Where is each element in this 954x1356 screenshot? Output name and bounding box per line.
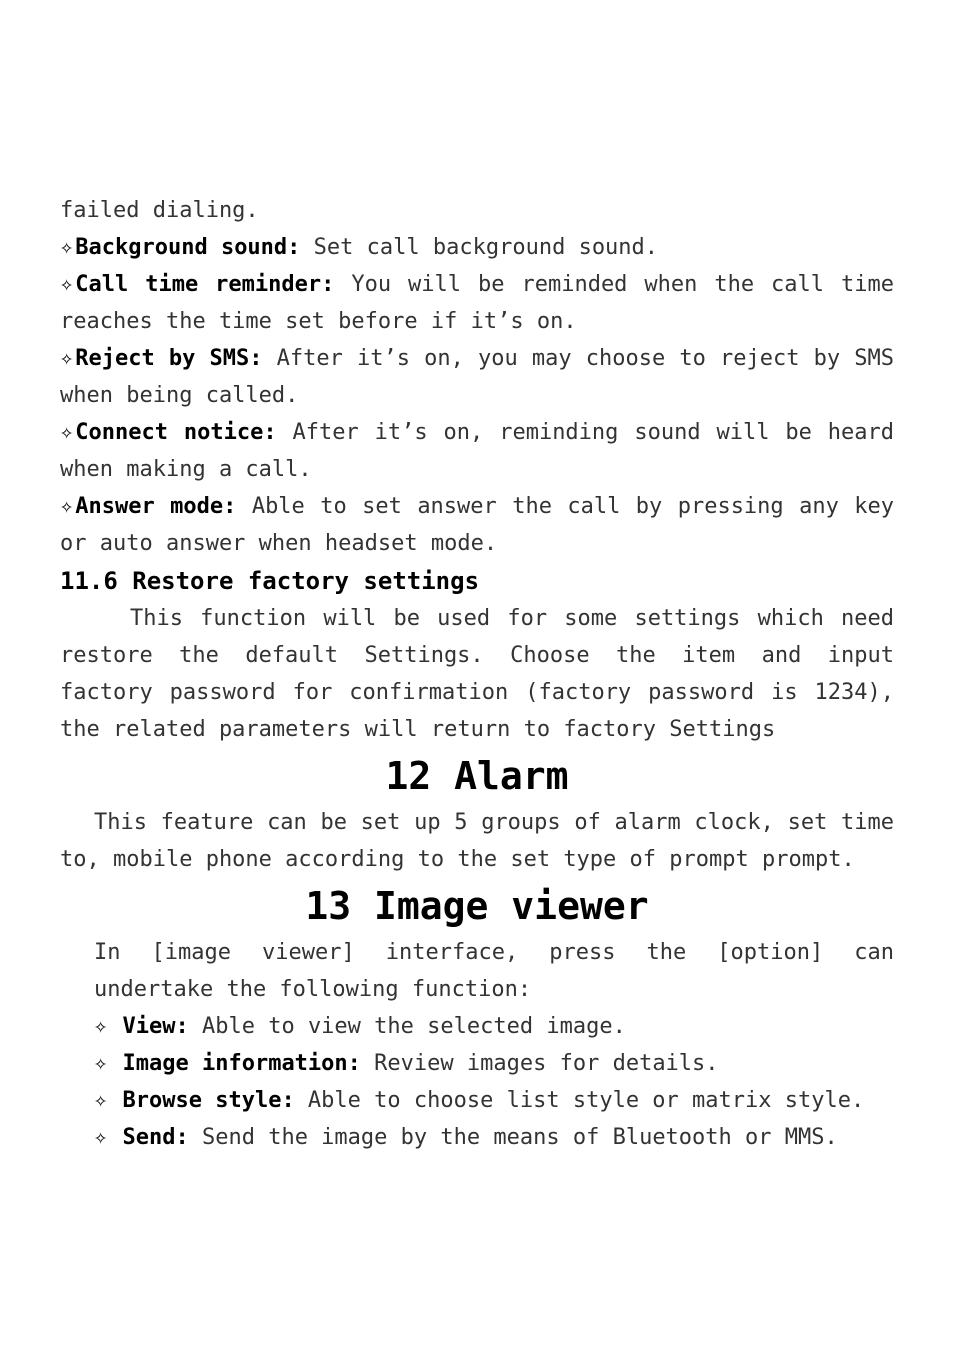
option-desc: Able to choose list style or matrix style. — [294, 1088, 865, 1113]
list-item — [94, 1008, 894, 1045]
setting-desc: After it’s on, reminding sound will be heard when making a call. — [60, 420, 895, 482]
list-item — [60, 414, 894, 488]
option-term: Browse style: — [122, 1088, 295, 1113]
setting-term: Answer mode: — [75, 494, 237, 519]
option-term: View: — [122, 1014, 189, 1039]
list-item — [60, 340, 894, 414]
diamond-bullet-icon: ✧ — [94, 1014, 108, 1039]
diamond-bullet-icon: ✧ — [94, 1125, 108, 1150]
setting-desc: Able to set answer the call by pressing any key or auto answer when headset mode. — [60, 494, 895, 556]
list-item — [94, 1045, 894, 1082]
section-body: This function will be used for some settings which need restore the default Settings. Choose the item and input factory password for confirmation (factory password is 1234), the related parameters will return to factory Settings — [60, 606, 894, 742]
chapter-title: 13 Image viewer — [305, 884, 649, 928]
continued-text: failed dialing. — [60, 198, 259, 223]
list-item — [94, 1082, 894, 1119]
section-heading: 11.6 Restore factory settings — [60, 567, 480, 595]
option-term: Send: — [122, 1125, 189, 1150]
manual-page — [60, 192, 894, 1156]
list-item — [60, 229, 894, 266]
setting-term: Connect notice: — [75, 420, 277, 445]
setting-term: Reject by SMS: — [75, 346, 263, 371]
diamond-bullet-icon: ✧ — [60, 272, 74, 297]
setting-desc: After it’s on, you may choose to reject by SMS when being called. — [60, 346, 894, 408]
list-item — [60, 266, 894, 340]
setting-term: Call time reminder: — [75, 272, 335, 297]
list-item — [94, 1119, 894, 1156]
diamond-bullet-icon: ✧ — [60, 420, 74, 445]
diamond-bullet-icon: ✧ — [60, 235, 74, 260]
call-settings-list — [60, 229, 894, 562]
list-item — [60, 488, 894, 562]
option-desc: Send the image by the means of Bluetooth or MMS. — [188, 1125, 838, 1150]
chapter-body: This feature can be set up 5 groups of alarm clock, set time to, mobile phone according to the set type of prompt prompt. — [60, 810, 894, 872]
option-term: Image information: — [122, 1051, 361, 1076]
diamond-bullet-icon: ✧ — [94, 1051, 108, 1076]
setting-desc: You will be reminded when the call time reaches the time set before if it’s on. — [60, 272, 894, 334]
setting-term: Background sound: — [75, 235, 301, 260]
image-viewer-section — [94, 934, 894, 1156]
diamond-bullet-icon: ✧ — [60, 494, 74, 519]
setting-desc: Set call background sound. — [300, 235, 659, 260]
chapter-intro: In [image viewer] interface, press the [option] can undertake the following function: — [94, 940, 894, 1002]
chapter-title: 12 Alarm — [385, 754, 569, 798]
option-desc: Able to view the selected image. — [188, 1014, 626, 1039]
diamond-bullet-icon: ✧ — [94, 1088, 108, 1113]
diamond-bullet-icon: ✧ — [60, 346, 74, 371]
option-desc: Review images for details. — [360, 1051, 719, 1076]
